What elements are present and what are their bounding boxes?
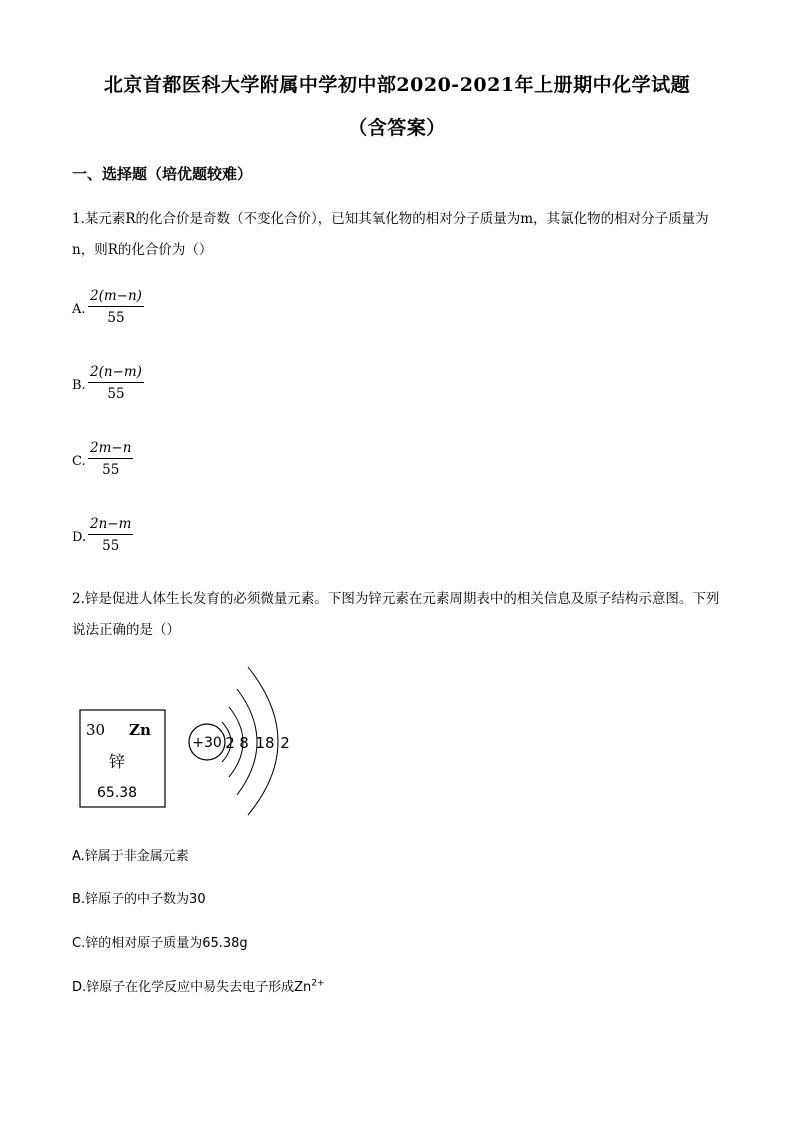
zinc-atom-figure	[72, 655, 312, 820]
fraction-denominator: 55	[102, 462, 120, 478]
question-1-stem: 1.某元素R的化合价是奇数（不变化合价），已知其氧化物的相对分子质量为m，其氯化物的相对分子质量为n，则R的化合价为（）	[72, 211, 709, 258]
question-2-option-c: C.锌的相对原子质量为65.38g	[72, 936, 248, 951]
fraction	[88, 440, 133, 478]
document-title: 北京首都医科大学附属中学初中部2020-2021年上册期中化学试题	[103, 74, 691, 96]
question-2-option-d	[72, 976, 325, 995]
shell-electron-count: 8	[239, 734, 249, 752]
shell-electron-count: 2	[225, 734, 235, 752]
element-symbol: Zn	[129, 721, 151, 739]
fraction-numerator: 2(n−m)	[88, 364, 144, 383]
question-2-option-b: B.锌原子的中子数为30	[72, 892, 206, 907]
document-subtitle: （含答案）	[348, 117, 446, 139]
fraction-denominator: 55	[107, 310, 125, 326]
element-name: 锌	[109, 752, 126, 771]
question-2-stem: 2.锌是促进人体生长发育的必须微量元素。下图为锌元素在元素周期表中的相关信息及原子结构示意图。下列说法正确的是（）	[72, 591, 720, 638]
fraction-denominator: 55	[102, 538, 120, 554]
atomic-number: 30	[86, 721, 106, 739]
fraction-numerator: 2m−n	[88, 440, 133, 459]
shell-electron-count: 2	[280, 734, 290, 752]
option-label: A.	[72, 302, 86, 317]
question-2-option-a: A.锌属于非金属元素	[72, 849, 189, 864]
option-label: C.	[72, 454, 86, 469]
fraction-numerator: 2(m−n)	[88, 288, 144, 307]
fraction-numerator: 2n−m	[88, 516, 133, 535]
fraction	[88, 288, 144, 326]
option-text: D.锌原子在化学反应中易失去电子形成Zn	[72, 980, 312, 995]
atomic-mass: 65.38	[97, 785, 138, 801]
ion-charge: 2+	[311, 978, 325, 989]
fraction-denominator: 55	[107, 386, 125, 402]
nucleus-charge: +30	[192, 735, 222, 751]
fraction	[88, 516, 133, 554]
fraction	[88, 364, 144, 402]
shell-electron-count: 18	[255, 734, 275, 752]
option-label: B.	[72, 378, 86, 393]
section-heading: 一、选择题（培优题较难）	[72, 165, 253, 183]
option-label: D.	[72, 530, 87, 545]
